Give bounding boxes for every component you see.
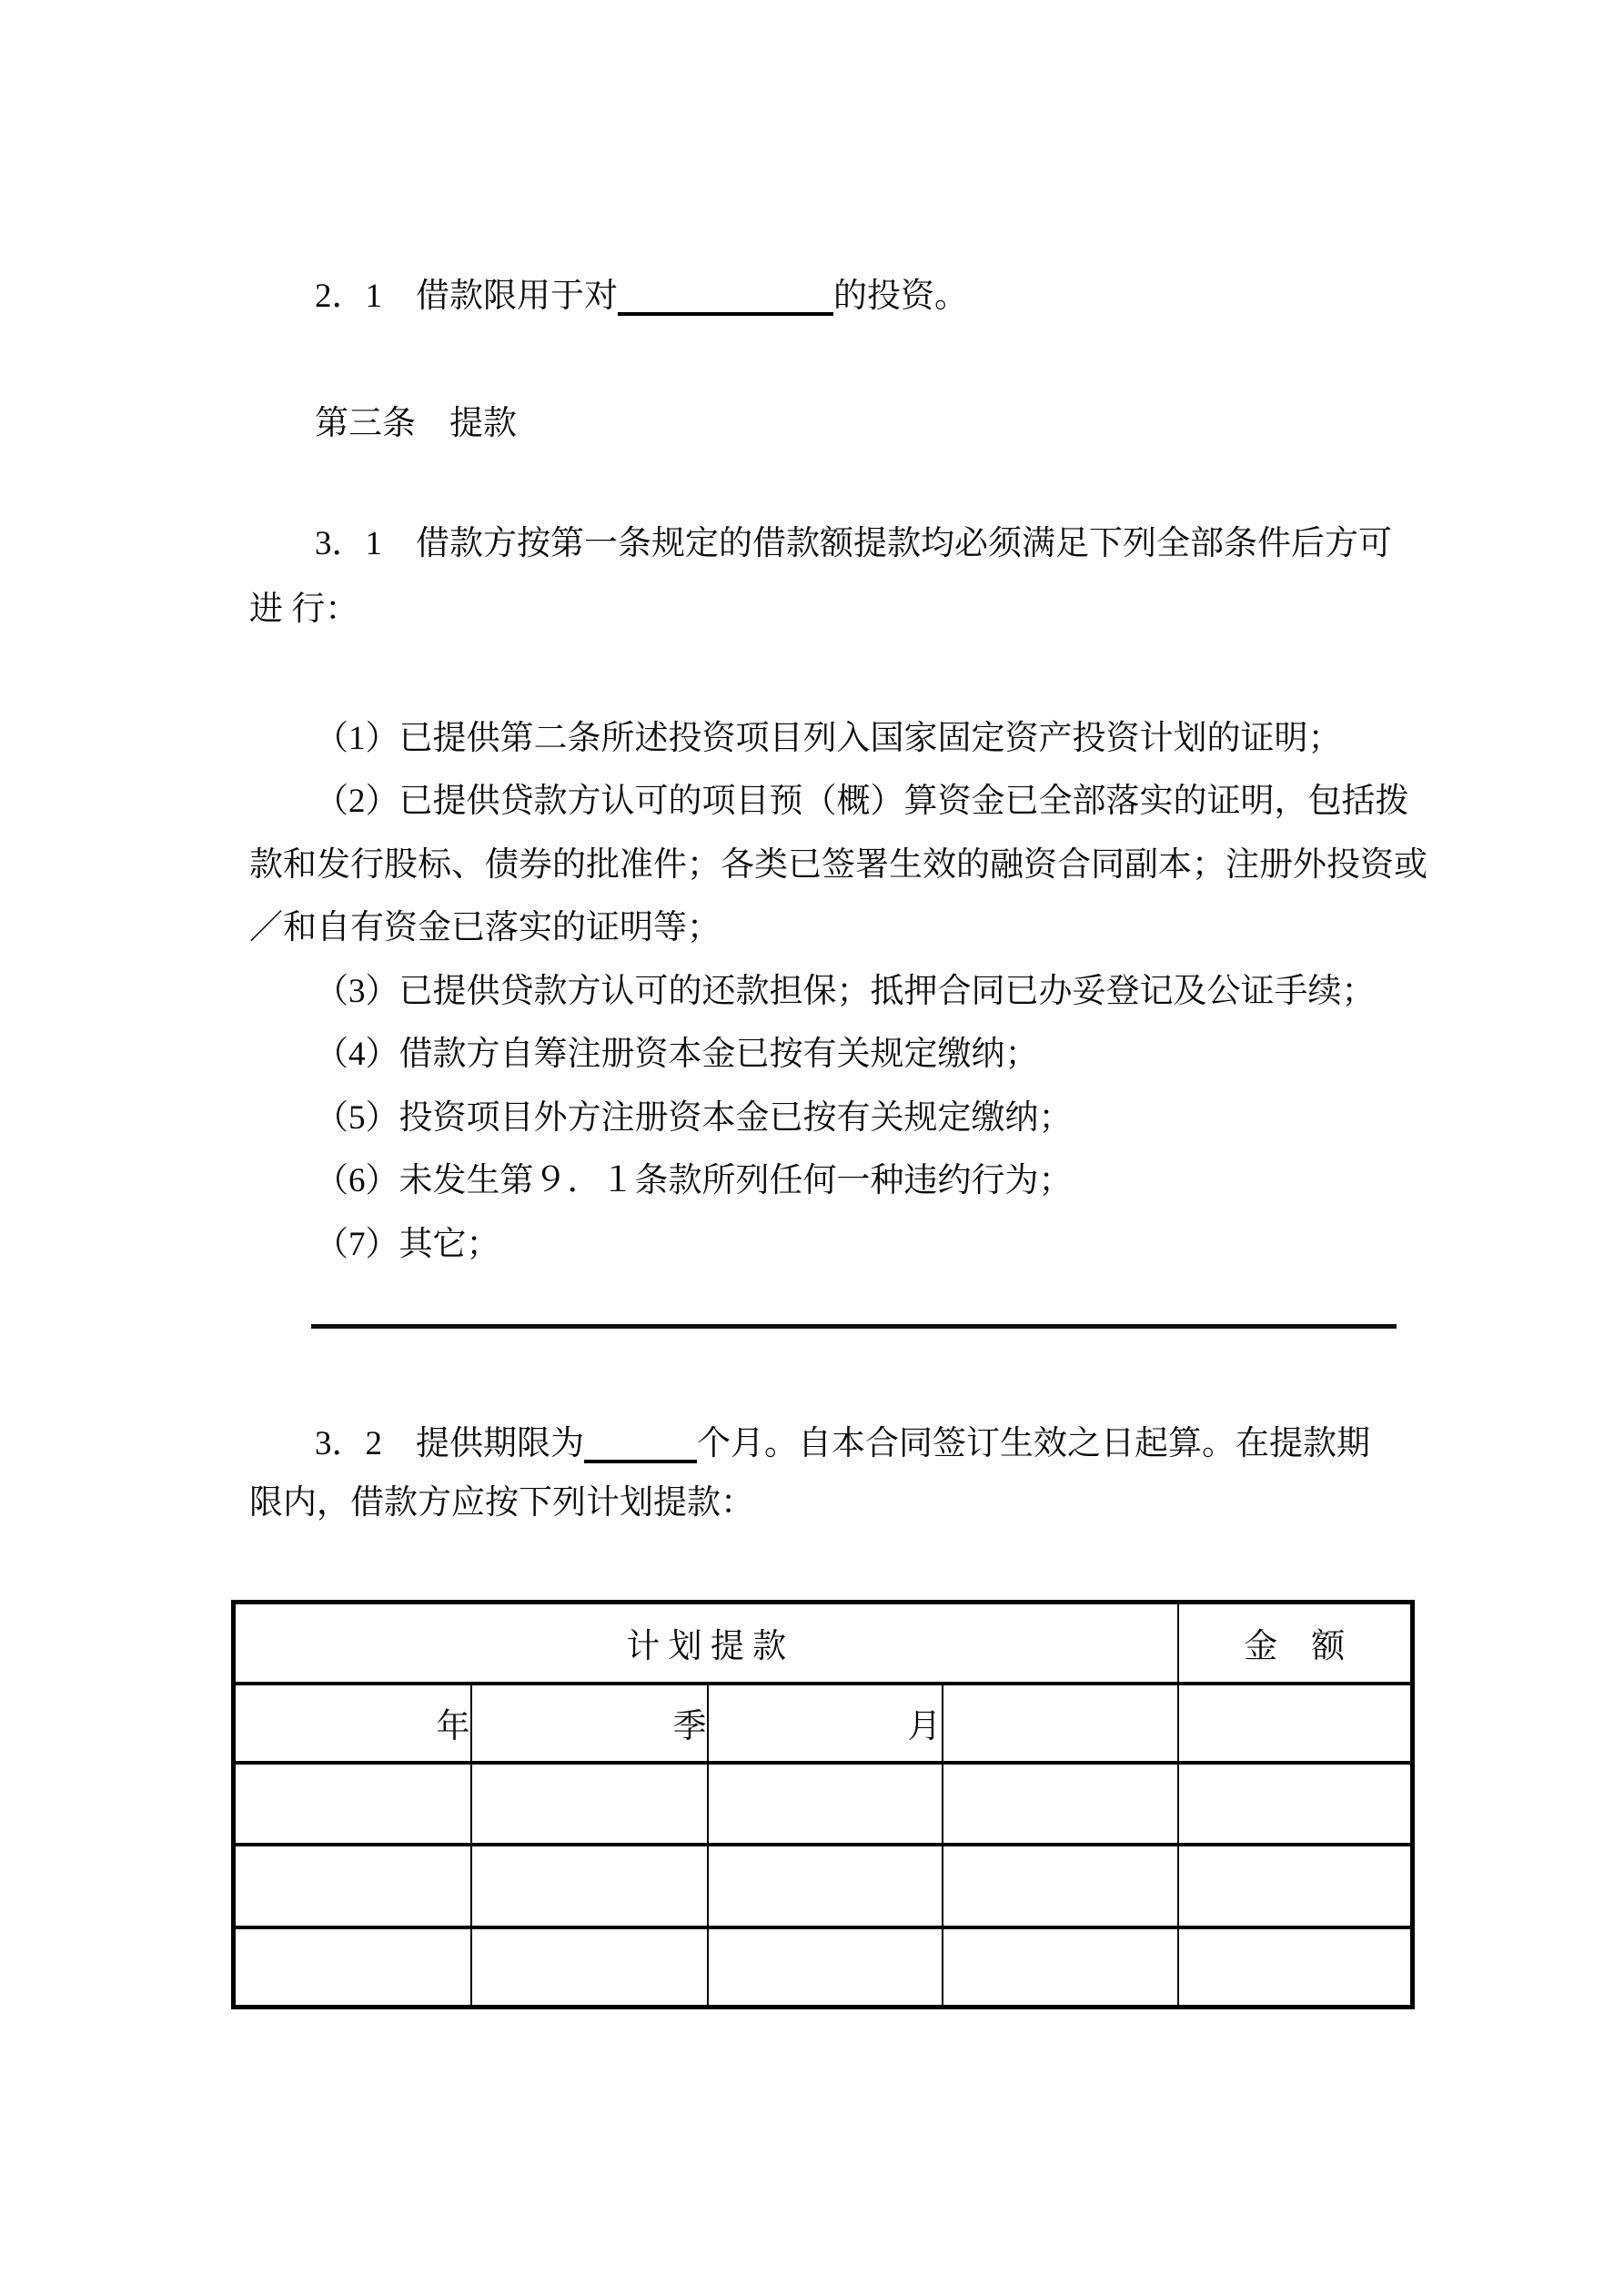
empty-cell [708, 1845, 943, 1927]
fill-in-rule [311, 1324, 1397, 1329]
clause-3-2-line-1 [249, 1411, 1479, 1477]
empty-cell [234, 1845, 471, 1927]
empty-cell [708, 1763, 943, 1845]
clause-3-1-line-1: 3．1 借款方按第一条规定的借款额提款均必须满足下列全部条件后方可 [315, 525, 1392, 562]
empty-cell [943, 1927, 1178, 2008]
empty-cell [1178, 1763, 1413, 1845]
clause-2-1 [249, 264, 1479, 329]
empty-cell [471, 1845, 708, 1927]
condition-6: （6）未发生第９．１条款所列任何一种违约行为； [315, 1162, 1073, 1199]
table-header-row [234, 1603, 1413, 1684]
empty-cell [234, 1763, 471, 1845]
subheader-empty-cell [943, 1684, 1178, 1763]
condition-2-line-3: ／和自有资金已落实的证明等； [249, 909, 721, 946]
quarter-header-cell: 季 [471, 1684, 708, 1763]
month-header-cell: 月 [708, 1684, 943, 1763]
fill-in-blank-months [584, 1423, 697, 1463]
table-empty-row [234, 1927, 1413, 2008]
fill-in-blank-investment-target [618, 276, 833, 316]
clause-3-1-line-2: 进 行： [249, 591, 359, 628]
empty-cell [708, 1927, 943, 2008]
subheader-amount-empty-cell [1178, 1684, 1413, 1763]
article-3-heading: 第三条 提款 [315, 405, 517, 442]
clause-2-1-text-after: 的投资。 [833, 278, 968, 315]
drawdown-plan-table [231, 1600, 1415, 2009]
condition-3: （3）已提供贷款方认可的还款担保；抵押合同已办妥登记及公证手续； [315, 973, 1376, 1010]
clause-3-2-text-before: 3．2 提供期限为 [315, 1425, 584, 1462]
planned-drawdown-header-cell: 计 划 提 款 [234, 1603, 1178, 1684]
clause-3-2-text-after: 个月。自本合同签订生效之日起算。在提款期 [697, 1425, 1370, 1462]
empty-cell [1178, 1845, 1413, 1927]
empty-cell [234, 1927, 471, 2008]
empty-cell [471, 1763, 708, 1845]
clause-2-1-text-before: 2．1 借款限用于对 [315, 278, 618, 315]
condition-4: （4）借款方自筹注册资本金已按有关规定缴纳； [315, 1036, 1039, 1073]
empty-cell [943, 1845, 1178, 1927]
condition-5: （5）投资项目外方注册资本金已按有关规定缴纳； [315, 1099, 1073, 1137]
empty-cell [471, 1927, 708, 2008]
year-header-cell: 年 [234, 1684, 471, 1763]
condition-2-line-2: 款和发行股标、债券的批准件；各类已签署生效的融资合同副本；注册外投资或 [249, 846, 1427, 884]
table-subheader-row [234, 1684, 1413, 1763]
empty-cell [1178, 1927, 1413, 2008]
condition-1: （1）已提供第二条所述投资项目列入国家固定资产投资计划的证明； [315, 720, 1342, 757]
condition-2-line-1: （2）已提供贷款方认可的项目预（概）算资金已全部落实的证明，包括拨 [315, 783, 1409, 820]
empty-cell [943, 1763, 1178, 1845]
amount-header-cell: 金 额 [1178, 1603, 1413, 1684]
table-empty-row [234, 1763, 1413, 1845]
table-empty-row [234, 1845, 1413, 1927]
condition-7: （7）其它； [315, 1226, 500, 1263]
clause-3-2-line-2: 限内，借款方应按下列计划提款： [249, 1484, 754, 1522]
